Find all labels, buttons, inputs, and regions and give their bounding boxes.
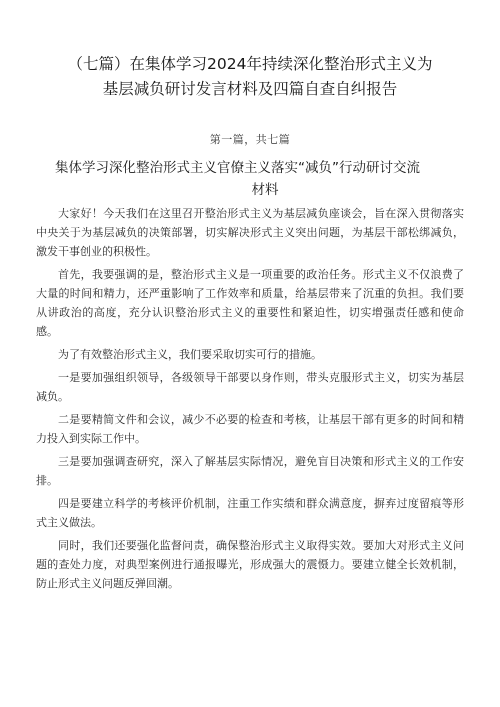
article-title [55, 157, 475, 201]
paragraph: 大家好！今天我们在这里召开整治形式主义为基层减负座谈会，旨在深入贯彻落实中央关于为基层减负的决策部署，切实解决形式主义突出问题，为基层干部松绑减负，激发干事创业的积极性。 [36, 207, 464, 258]
paragraph: 三是要加强调查研究，深入了解基层实际情况，避免盲目决策和形式主义的工作安排。 [36, 455, 464, 487]
part-label: 第一篇，共七篇 [209, 133, 291, 146]
paragraph: 二是要精简文件和会议，减少不必要的检查和考核，让基层干部有更多的时间和精力投入到实际工作中。 [36, 413, 464, 445]
document-title [40, 52, 460, 102]
document-title-line-2: 基层减负研讨发言材料及四篇自查自纠报告 [102, 80, 398, 98]
paragraph: 四是要建立科学的考核评价机制，注重工作实绩和群众满意度，摒弃过度留痕等形式主义做法。 [36, 497, 464, 529]
article-title-line-1: 集体学习深化整治形式主义官僚主义落实“减负”行动研讨交流 [55, 160, 420, 176]
paragraph: 一是要加强组织领导，各级领导干部要以身作则，带头克服形式主义，切实为基层减负。 [36, 371, 464, 403]
document-title-line-1: （七篇）在集体学习2024年持续深化整治形式主义为 [67, 55, 433, 73]
paragraph: 同时，我们还要强化监督问责，确保整治形式主义取得实效。要加大对形式主义问题的查处力度，对典型案例进行通报曝光，形成强大的震慑力。要建立健全长效机制，防止形式主义问题反弹回潮。 [36, 539, 464, 590]
article-title-line-2: 材料 [251, 182, 279, 198]
article-body [36, 204, 464, 597]
paragraph: 为了有效整治形式主义，我们要采取切实可行的措施。 [58, 348, 322, 361]
paragraph: 首先，我要强调的是，整治形式主义是一项重要的政治任务。形式主义不仅浪费了大量的时间和精力，还严重影响了工作效率和质量，给基层带来了沉重的负担。我们要从讲政治的高度，充分认识整治形式主义的重要性和紧迫性，切实增强责任感和使命感。 [36, 268, 464, 338]
